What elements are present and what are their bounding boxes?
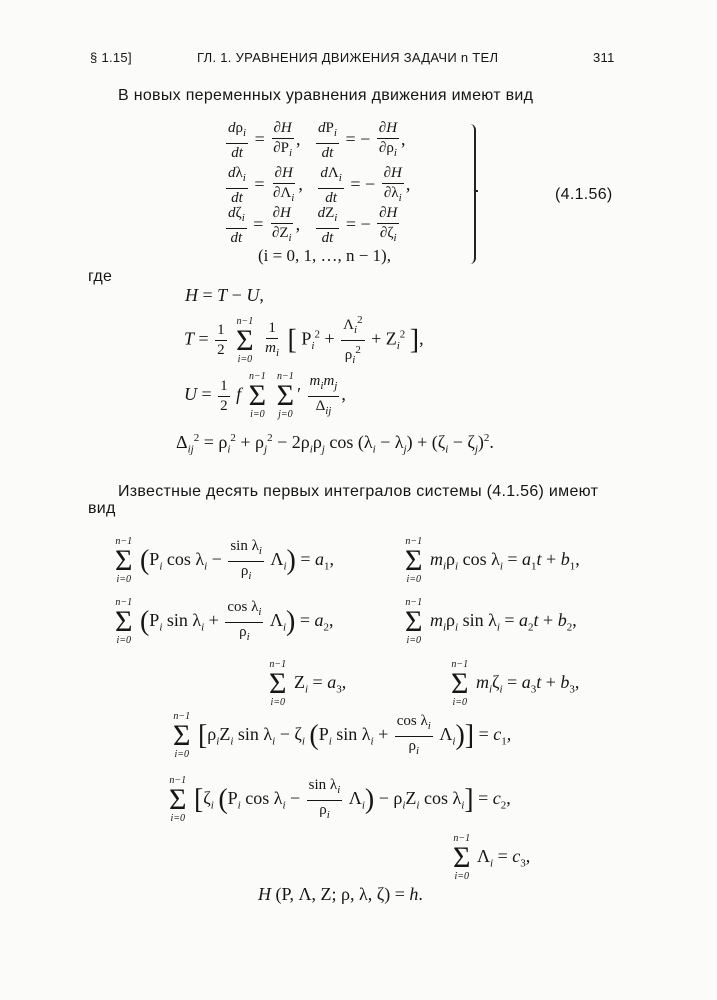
where-word: где (88, 268, 113, 285)
running-title: ГЛ. 1. УРАВНЕНИЯ ДВИЖЕНИЯ ЗАДАЧИ n ТЕЛ (197, 50, 499, 65)
kinetic-energy-formula: T = $\frac{1}{2}$ n−1 Σ i=0 $\frac{1}{m_i}$ [ $P_i^2$ + $\frac{\Lambda_i^2}{\rho_i^2}$ + $Z_i^2$ ], (184, 314, 424, 366)
equation-row-lambda: $\frac{d\lambda_i}{dt}$ = $\frac{\partial H}{\partial\Lambda_i}$ , $\frac{d\Lambda_i}{dt}$ = − $\frac{\partial H}{\partial\lambda_i}$ , (228, 165, 411, 206)
equation-row-rho: $\frac{d\rho_i}{dt}$ = $\frac{\partial H}{\partial P_i}$ , $\frac{dP_i}{dt}$ = − $\frac{\partial H}{\partial\rho_i}$ , (228, 120, 406, 161)
potential-energy-formula: U = $\frac{1}{2}$ f n−1 Σ i=0 n−1 Σ j=0 ′ $\frac{m_im_j}{\Delta_{ij}}$ , (184, 371, 346, 420)
integral-momentum-z: n−1 Σ i=0 $Z_i = a_3$, (269, 659, 347, 708)
integral-angular-momentum-1: n−1 Σ i=0 [$\rho_iZ_i$ $\sin \lambda_i - \zeta_i$ ($P_i$ $\sin \lambda_i$ + $\frac{\cos \lambda_i}{\rho_i}$ $\Lambda_i)] = c_1$, (173, 711, 512, 760)
equation-row-zeta: $\frac{d\zeta_i}{dt}$ = $\frac{\partial H}{\partial Z_i}$ , $\frac{dZ_i}{dt}$ = − $\frac{\partial H}{\partial\zeta_i}$ (228, 205, 398, 246)
integral-angular-momentum-2: n−1 Σ i=0 [$\zeta_i$ ($P_i$ $\cos \lambda_i$ − $\frac{\sin \lambda_i}{\rho_i}$ $\Lambda_i) - \rho_iZ_i$ $\cos \lambda_i] = c_2$, (169, 775, 511, 824)
integral-center-x: n−1 Σ i=0 $m_i\rho_i$ $\cos \lambda_i = a_1t + b_1$, (405, 536, 580, 585)
integral-center-z: n−1 Σ i=0 $m_i\zeta_i = a_3t + b_3$, (451, 659, 580, 708)
energy-integral: H (P, Λ, Z; ρ, λ, ζ) = h. (258, 884, 423, 904)
right-brace (466, 124, 476, 264)
integrals-text-line1: Известные десять первых интегралов системы (4.1.56) имеют (118, 483, 599, 500)
integral-angular-momentum-3: n−1 Σ i=0 $\Lambda_i = c_3$, (453, 833, 531, 882)
integral-momentum-x: n−1 Σ i=0 ($P_i$ $\cos \lambda_i$ − $\frac{\sin \lambda_i}{\rho_i}$ $\Lambda_i) = a_1$, (115, 536, 335, 585)
hamiltonian-definition: H = T − U, (185, 285, 264, 305)
equation-number: (4.1.56) (555, 186, 613, 203)
intro-text: В новых переменных уравнения движения имеют вид (118, 87, 534, 104)
integral-center-y: n−1 Σ i=0 $m_i\rho_i$ $\sin \lambda_i = a_2t + b_2$, (405, 597, 577, 646)
right-brace-tip (474, 190, 478, 192)
distance-formula: $\Delta_{ij}^2 = \rho_i^2 + \rho_j^2 - 2\rho_i\rho_j$ $\cos (\lambda_i - \lambda_j) + (\zeta_i - \zeta_j)^2$. (176, 432, 494, 456)
index-range: (i = 0, 1, …, n − 1), (258, 246, 391, 265)
integrals-text-line2: вид (88, 500, 116, 517)
integral-momentum-y: n−1 Σ i=0 ($P_i$ $\sin \lambda_i$ + $\frac{\cos \lambda_i}{\rho_i}$ $\Lambda_i) = a_2$, (115, 597, 334, 646)
section-ref: § 1.15] (90, 50, 132, 65)
page-number: 311 (593, 50, 615, 65)
